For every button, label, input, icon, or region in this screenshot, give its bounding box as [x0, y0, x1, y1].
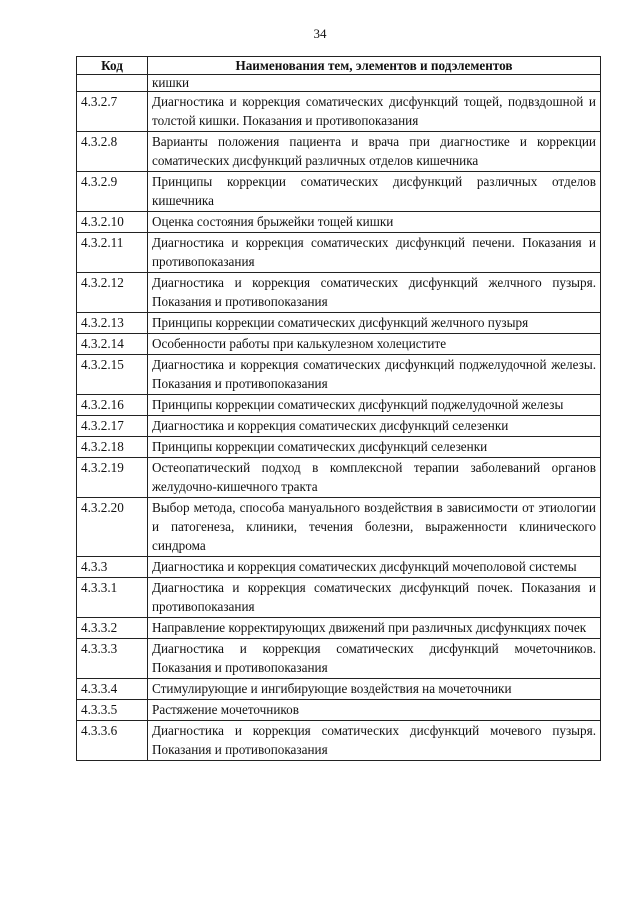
cell-name: Диагностика и коррекция соматических дисфункций мочеточников. Показания и противопоказания	[148, 639, 601, 679]
cell-code: 4.3.3.5	[77, 700, 148, 721]
cell-code: 4.3.2.10	[77, 212, 148, 233]
cell-code: 4.3.3.3	[77, 639, 148, 679]
cell-name: кишки	[148, 75, 601, 92]
table-row	[77, 557, 601, 578]
table-row	[77, 334, 601, 355]
table-row	[77, 700, 601, 721]
header-code: Код	[77, 57, 148, 75]
cell-code: 4.3.2.13	[77, 313, 148, 334]
cell-name: Особенности работы при калькулезном холецистите	[148, 334, 601, 355]
table-row	[77, 273, 601, 313]
cell-code: 4.3.2.16	[77, 395, 148, 416]
cell-name: Диагностика и коррекция соматических дисфункций почек. Показания и противопоказания	[148, 578, 601, 618]
table-row	[77, 132, 601, 172]
cell-code	[77, 75, 148, 92]
cell-code: 4.3.3.2	[77, 618, 148, 639]
cell-code: 4.3.2.15	[77, 355, 148, 395]
table-row	[77, 233, 601, 273]
cell-name: Стимулирующие и ингибирующие воздействия на мочеточники	[148, 679, 601, 700]
cell-name: Выбор метода, способа мануального воздействия в зависимости от этиологии и патогенеза, клиники, течения болезни, выраженности клинического синдрома	[148, 498, 601, 557]
cell-name: Принципы коррекции соматических дисфункций поджелудочной железы	[148, 395, 601, 416]
table-row	[77, 355, 601, 395]
cell-name: Растяжение мочеточников	[148, 700, 601, 721]
cell-name: Оценка состояния брыжейки тощей кишки	[148, 212, 601, 233]
cell-code: 4.3.2.19	[77, 458, 148, 498]
cell-name: Остеопатический подход в комплексной терапии заболеваний органов желудочно-кишечного тракта	[148, 458, 601, 498]
cell-name: Диагностика и коррекция соматических дисфункций мочеполовой системы	[148, 557, 601, 578]
cell-code: 4.3.2.7	[77, 92, 148, 132]
cell-name: Диагностика и коррекция соматических дисфункций селезенки	[148, 416, 601, 437]
table-row	[77, 212, 601, 233]
table-row	[77, 437, 601, 458]
table-row	[77, 639, 601, 679]
cell-name: Диагностика и коррекция соматических дисфункций мочевого пузыря. Показания и противопоказания	[148, 721, 601, 761]
cell-code: 4.3.2.12	[77, 273, 148, 313]
table-row	[77, 92, 601, 132]
table-row	[77, 395, 601, 416]
cell-code: 4.3.3.6	[77, 721, 148, 761]
cell-code: 4.3.3.4	[77, 679, 148, 700]
table-header-row	[77, 57, 601, 75]
cell-code: 4.3.2.14	[77, 334, 148, 355]
cell-name: Диагностика и коррекция соматических дисфункций тощей, подвздошной и толстой кишки. Показания и противопоказания	[148, 92, 601, 132]
cell-name: Диагностика и коррекция соматических дисфункций печени. Показания и противопоказания	[148, 233, 601, 273]
cell-code: 4.3.2.8	[77, 132, 148, 172]
cell-code: 4.3.2.9	[77, 172, 148, 212]
table-row	[77, 172, 601, 212]
page-number: 34	[313, 26, 327, 41]
cell-name: Диагностика и коррекция соматических дисфункций поджелудочной железы. Показания и противопоказания	[148, 355, 601, 395]
table-row	[77, 313, 601, 334]
cell-code: 4.3.2.18	[77, 437, 148, 458]
table-row	[77, 578, 601, 618]
cell-name: Принципы коррекции соматических дисфункций селезенки	[148, 437, 601, 458]
table-body	[77, 75, 601, 761]
cell-code: 4.3.2.11	[77, 233, 148, 273]
table-row	[77, 458, 601, 498]
cell-name: Варианты положения пациента и врача при диагностике и коррекции соматических дисфункций различных отделов кишечника	[148, 132, 601, 172]
cell-code: 4.3.2.20	[77, 498, 148, 557]
cell-name: Принципы коррекции соматических дисфункций различных отделов кишечника	[148, 172, 601, 212]
cell-code: 4.3.3	[77, 557, 148, 578]
cell-code: 4.3.2.17	[77, 416, 148, 437]
cell-name: Направление корректирующих движений при различных дисфункциях почек	[148, 618, 601, 639]
table-row	[77, 618, 601, 639]
cell-name: Диагностика и коррекция соматических дисфункций желчного пузыря. Показания и противопоказания	[148, 273, 601, 313]
continuation-row	[77, 75, 601, 92]
cell-code: 4.3.3.1	[77, 578, 148, 618]
table-row	[77, 721, 601, 761]
cell-name: Принципы коррекции соматических дисфункций желчного пузыря	[148, 313, 601, 334]
curriculum-table	[76, 56, 601, 761]
table-row	[77, 498, 601, 557]
header-name: Наименования тем, элементов и подэлементов	[148, 57, 601, 75]
table-row	[77, 679, 601, 700]
table-row	[77, 416, 601, 437]
